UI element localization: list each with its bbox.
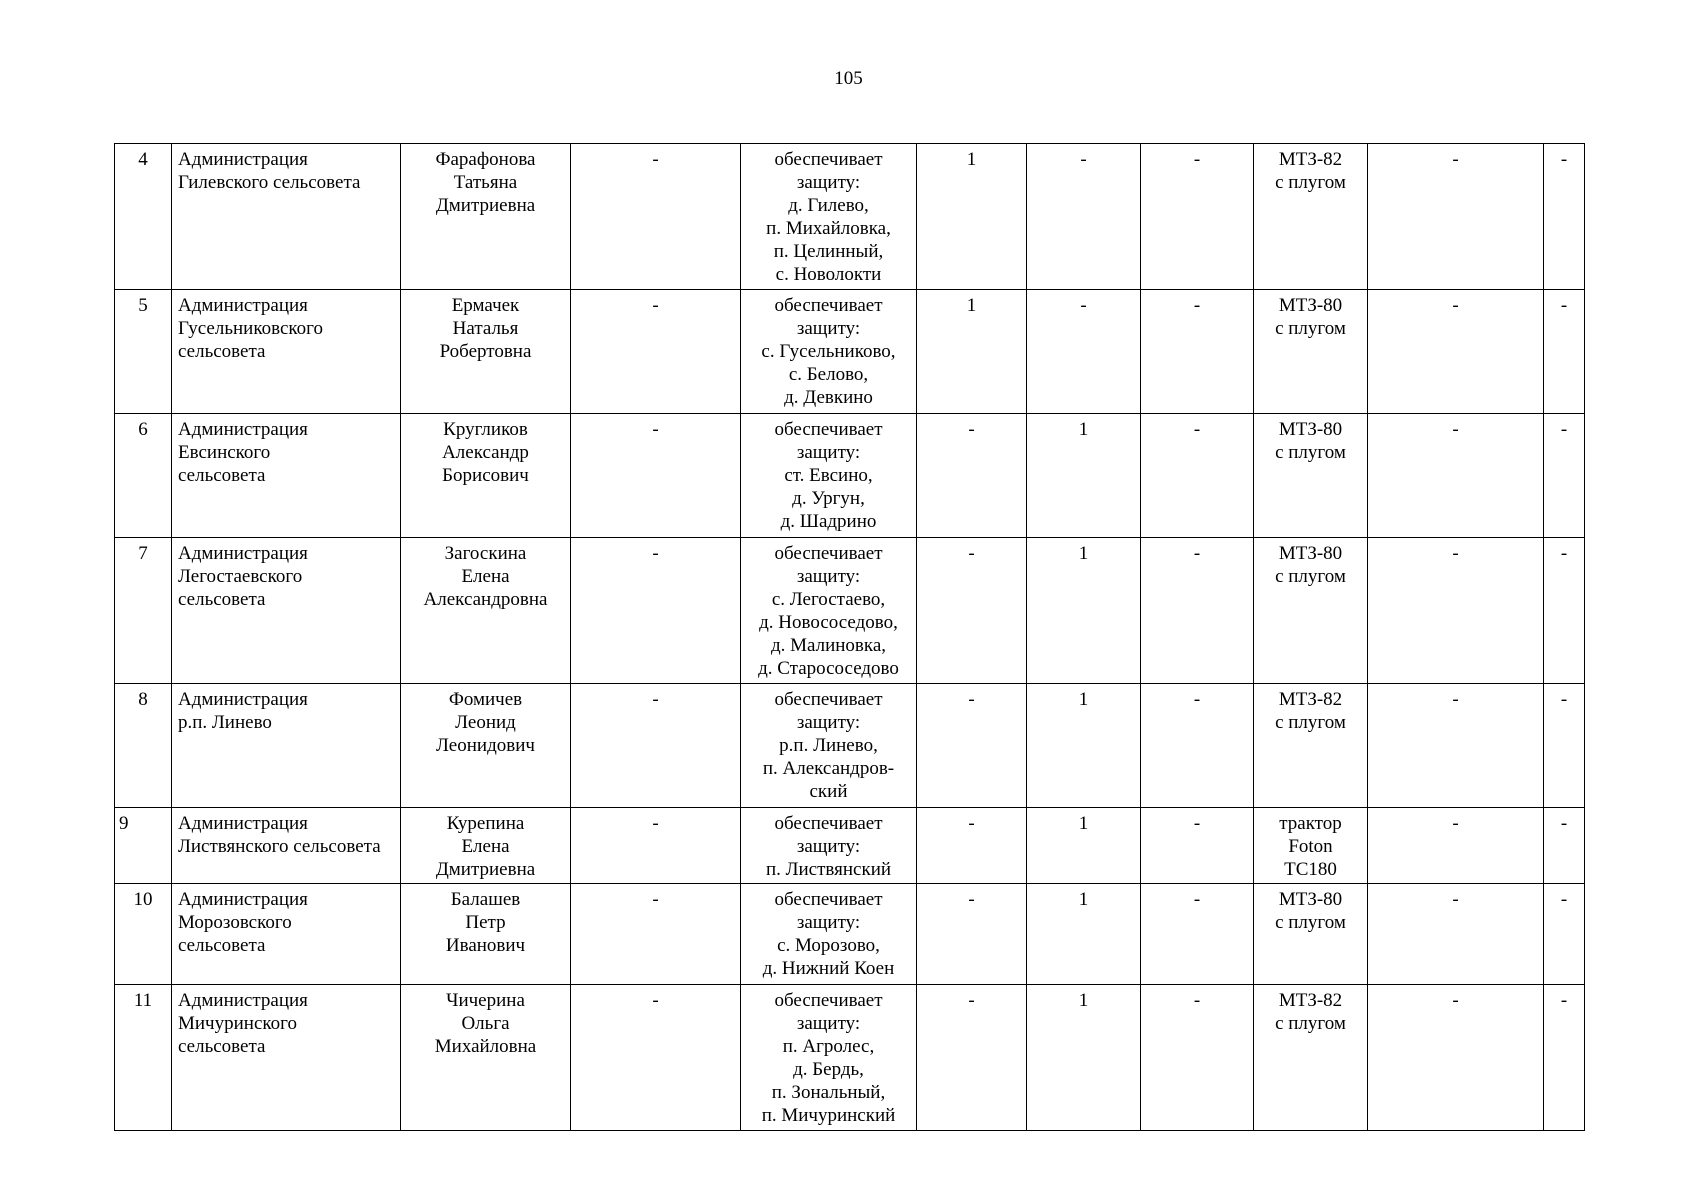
head-name-cell — [401, 808, 571, 884]
col7-cell: 1 — [1027, 808, 1141, 884]
head-name-cell-line: Александр — [442, 442, 529, 463]
equipment-cell — [1254, 684, 1368, 808]
equipment-cell-line: МТЗ-80 — [1278, 419, 1343, 440]
col4-cell: - — [571, 290, 741, 414]
row-number-cell: 5 — [115, 290, 172, 414]
col8-cell: - — [1141, 414, 1254, 538]
protection-cell-line: п. Мичуринский — [761, 1105, 896, 1126]
col7-cell: 1 — [1027, 414, 1141, 538]
protection-cell-line: ский — [809, 781, 848, 802]
administration-cell-line: Администрация — [178, 813, 308, 834]
protection-cell-line: защиту: — [796, 172, 861, 193]
administration-cell-line: сельсовета — [178, 341, 266, 362]
col10-cell: - — [1368, 684, 1544, 808]
head-name-cell-line: Кругликов — [443, 419, 528, 440]
administration-cell-line: р.п. Линево — [178, 712, 272, 733]
administration-cell-line: сельсовета — [178, 589, 266, 610]
col11-cell: - — [1544, 808, 1585, 884]
protection-cell-line: д. Старососедово — [758, 658, 899, 679]
protection-cell-line: д. Шадрино — [780, 511, 877, 532]
protection-cell-line: д. Малиновка, — [770, 635, 887, 656]
administration-cell — [172, 884, 401, 985]
protection-cell-line: обеспечивает — [774, 295, 883, 316]
table-row — [115, 538, 1585, 684]
equipment-cell — [1254, 290, 1368, 414]
col10-cell: - — [1368, 884, 1544, 985]
protection-cell-line: обеспечивает — [774, 689, 883, 710]
table-row — [115, 808, 1585, 884]
head-name-cell — [401, 144, 571, 290]
protection-cell-line: обеспечивает — [774, 543, 883, 564]
protection-cell — [741, 414, 917, 538]
col6-cell: - — [917, 808, 1027, 884]
protection-cell-line: защиту: — [796, 318, 861, 339]
administration-cell-line: сельсовета — [178, 1036, 266, 1057]
head-name-cell-line: Михайловна — [434, 1036, 537, 1057]
equipment-cell-line: с плугом — [1275, 172, 1346, 193]
equipment-cell — [1254, 538, 1368, 684]
table-row — [115, 290, 1585, 414]
administration-cell-line: Администрация — [178, 990, 308, 1011]
col7-cell: 1 — [1027, 538, 1141, 684]
col8-cell: - — [1141, 144, 1254, 290]
protection-cell-line: защиту: — [796, 912, 861, 933]
equipment-cell — [1254, 985, 1368, 1131]
protection-cell — [741, 538, 917, 684]
administration-cell — [172, 144, 401, 290]
head-name-cell-line: Леонид — [455, 712, 516, 733]
equipment-cell-line: с плугом — [1275, 566, 1346, 587]
protection-cell — [741, 985, 917, 1131]
protection-cell-line: п. Агролес, — [782, 1036, 875, 1057]
col4-cell: - — [571, 538, 741, 684]
table-body — [115, 144, 1585, 1131]
head-name-cell-line: Петр — [465, 912, 506, 933]
col10-cell: - — [1368, 290, 1544, 414]
page-number: 105 — [834, 68, 863, 89]
head-name-cell — [401, 985, 571, 1131]
head-name-cell-line: Курепина — [446, 813, 525, 834]
administration-cell-line: Администрация — [178, 149, 308, 170]
head-name-cell — [401, 538, 571, 684]
row-number-cell: 9 — [115, 808, 172, 884]
head-name-cell-line: Александровна — [423, 589, 548, 610]
head-name-cell-line: Борисович — [442, 465, 529, 486]
col4-cell: - — [571, 684, 741, 808]
head-name-cell-line: Балашев — [450, 889, 521, 910]
administration-cell — [172, 985, 401, 1131]
protection-cell-line: п. Зональный, — [771, 1082, 886, 1103]
col7-cell: 1 — [1027, 684, 1141, 808]
protection-cell — [741, 144, 917, 290]
head-name-cell-line: Дмитриевна — [435, 859, 536, 880]
protection-cell-line: п. Александров- — [762, 758, 895, 779]
administration-cell-line: сельсовета — [178, 935, 266, 956]
head-name-cell-line: Ольга — [461, 1013, 510, 1034]
equipment-cell-line: с плугом — [1275, 712, 1346, 733]
administration-cell-line: Легостаевского — [178, 566, 303, 587]
col6-cell: 1 — [917, 144, 1027, 290]
col8-cell: - — [1141, 684, 1254, 808]
col8-cell: - — [1141, 538, 1254, 684]
equipment-cell — [1254, 884, 1368, 985]
col6-cell: - — [917, 414, 1027, 538]
protection-cell-line: с. Новолокти — [775, 264, 882, 285]
equipment-cell-line: МТЗ-80 — [1278, 295, 1343, 316]
row-number-cell: 10 — [115, 884, 172, 985]
col8-cell: - — [1141, 884, 1254, 985]
table-row — [115, 414, 1585, 538]
col7-cell: - — [1027, 144, 1141, 290]
col11-cell: - — [1544, 985, 1585, 1131]
col7-cell: - — [1027, 290, 1141, 414]
protection-cell-line: обеспечивает — [774, 419, 883, 440]
equipment-cell-line: с плугом — [1275, 442, 1346, 463]
protection-cell-line: п. Михайловка, — [766, 218, 891, 239]
col10-cell: - — [1368, 985, 1544, 1131]
head-name-cell — [401, 290, 571, 414]
col4-cell: - — [571, 884, 741, 985]
protection-cell-line: с. Легостаево, — [771, 589, 886, 610]
row-number-cell: 4 — [115, 144, 172, 290]
protection-cell-line: р.п. Линево, — [779, 735, 878, 756]
table-row — [115, 884, 1585, 985]
administration-cell-line: Листвянского сельсовета — [178, 836, 381, 857]
row-number-cell: 6 — [115, 414, 172, 538]
protection-cell-line: обеспечивает — [774, 813, 883, 834]
administration-cell — [172, 538, 401, 684]
administration-cell — [172, 684, 401, 808]
head-name-cell-line: Чичерина — [446, 990, 525, 1011]
equipment-cell — [1254, 808, 1368, 884]
col4-cell: - — [571, 414, 741, 538]
protection-cell — [741, 808, 917, 884]
protection-cell — [741, 884, 917, 985]
administration-cell-line: Гусельниковского — [178, 318, 323, 339]
row-number-cell: 11 — [115, 985, 172, 1131]
head-name-cell-line: Дмитриевна — [435, 195, 536, 216]
equipment-cell-line: с плугом — [1275, 1013, 1346, 1034]
administration-cell — [172, 290, 401, 414]
protection-cell-line: д. Ургун, — [792, 488, 865, 509]
equipment-cell — [1254, 414, 1368, 538]
protection-cell-line: обеспечивает — [774, 149, 883, 170]
head-name-cell-line: Робертовна — [439, 341, 532, 362]
col10-cell: - — [1368, 414, 1544, 538]
col6-cell: - — [917, 884, 1027, 985]
equipment-cell-line: МТЗ-82 — [1278, 990, 1343, 1011]
col6-cell: 1 — [917, 290, 1027, 414]
head-name-cell-line: Татьяна — [453, 172, 518, 193]
protection-cell-line: с. Морозово, — [777, 935, 880, 956]
head-name-cell — [401, 414, 571, 538]
protection-cell-line: с. Гусельниково, — [761, 341, 896, 362]
head-name-cell-line: Загоскина — [444, 543, 527, 564]
col10-cell: - — [1368, 144, 1544, 290]
head-name-cell-line: Елена — [461, 566, 510, 587]
administration-cell-line: Администрация — [178, 295, 308, 316]
col7-cell: 1 — [1027, 985, 1141, 1131]
col4-cell: - — [571, 985, 741, 1131]
equipment-cell-line: МТЗ-82 — [1278, 149, 1343, 170]
head-name-cell — [401, 684, 571, 808]
head-name-cell-line: Фарафонова — [435, 149, 536, 170]
table-row — [115, 144, 1585, 290]
territory-protection-table — [114, 143, 1585, 1131]
protection-cell-line: обеспечивает — [774, 990, 883, 1011]
col4-cell: - — [571, 144, 741, 290]
protection-cell-line: с. Белово, — [788, 364, 869, 385]
col11-cell: - — [1544, 884, 1585, 985]
protection-cell-line: п. Целинный, — [773, 241, 884, 262]
protection-cell-line: д. Бердь, — [793, 1059, 864, 1080]
col6-cell: - — [917, 684, 1027, 808]
col10-cell: - — [1368, 538, 1544, 684]
protection-cell-line: обеспечивает — [774, 889, 883, 910]
protection-cell-line: д. Новососедово, — [759, 612, 898, 633]
administration-cell-line: Администрация — [178, 889, 308, 910]
col8-cell: - — [1141, 290, 1254, 414]
equipment-cell — [1254, 144, 1368, 290]
administration-cell-line: Евсинского — [178, 442, 271, 463]
col11-cell: - — [1544, 538, 1585, 684]
protection-cell — [741, 684, 917, 808]
col7-cell: 1 — [1027, 884, 1141, 985]
col6-cell: - — [917, 538, 1027, 684]
equipment-cell-line: трактор — [1279, 813, 1342, 834]
equipment-cell-line: Foton — [1288, 836, 1333, 857]
protection-cell-line: защиту: — [796, 712, 861, 733]
equipment-cell-line: с плугом — [1275, 318, 1346, 339]
protection-cell — [741, 290, 917, 414]
equipment-cell-line: МТЗ-82 — [1278, 689, 1343, 710]
col11-cell: - — [1544, 684, 1585, 808]
protection-cell-line: п. Листвянский — [765, 859, 892, 880]
protection-cell-line: защиту: — [796, 1013, 861, 1034]
equipment-cell-line: МТЗ-80 — [1278, 889, 1343, 910]
head-name-cell-line: Наталья — [452, 318, 519, 339]
administration-cell — [172, 414, 401, 538]
col6-cell: - — [917, 985, 1027, 1131]
table-row — [115, 985, 1585, 1131]
col8-cell: - — [1141, 985, 1254, 1131]
protection-cell-line: защиту: — [796, 836, 861, 857]
protection-cell-line: д. Гилево, — [788, 195, 869, 216]
administration-cell-line: Морозовского — [178, 912, 292, 933]
protection-cell-line: д. Девкино — [784, 387, 873, 408]
head-name-cell-line: Иванович — [445, 935, 526, 956]
protection-cell-line: защиту: — [796, 566, 861, 587]
administration-cell-line: Администрация — [178, 419, 308, 440]
row-number-cell: 7 — [115, 538, 172, 684]
equipment-cell-line: МТЗ-80 — [1278, 543, 1343, 564]
equipment-cell-line: с плугом — [1275, 912, 1346, 933]
head-name-cell — [401, 884, 571, 985]
row-number-cell: 8 — [115, 684, 172, 808]
col11-cell: - — [1544, 144, 1585, 290]
equipment-cell-line: ТС180 — [1284, 859, 1337, 880]
administration-cell-line: сельсовета — [178, 465, 266, 486]
col11-cell: - — [1544, 414, 1585, 538]
col8-cell: - — [1141, 808, 1254, 884]
col10-cell: - — [1368, 808, 1544, 884]
table-row — [115, 684, 1585, 808]
protection-cell-line: защиту: — [796, 442, 861, 463]
protection-cell-line: д. Нижний Коен — [762, 958, 895, 979]
administration-cell-line: Гилевского сельсовета — [178, 172, 361, 193]
administration-cell — [172, 808, 401, 884]
head-name-cell-line: Ермачек — [451, 295, 520, 316]
head-name-cell-line: Фомичев — [448, 689, 523, 710]
head-name-cell-line: Леонидович — [436, 735, 535, 756]
col4-cell: - — [571, 808, 741, 884]
administration-cell-line: Мичуринского — [178, 1013, 297, 1034]
administration-cell-line: Администрация — [178, 689, 308, 710]
head-name-cell-line: Елена — [461, 836, 510, 857]
col11-cell: - — [1544, 290, 1585, 414]
administration-cell-line: Администрация — [178, 543, 308, 564]
protection-cell-line: ст. Евсино, — [784, 465, 873, 486]
